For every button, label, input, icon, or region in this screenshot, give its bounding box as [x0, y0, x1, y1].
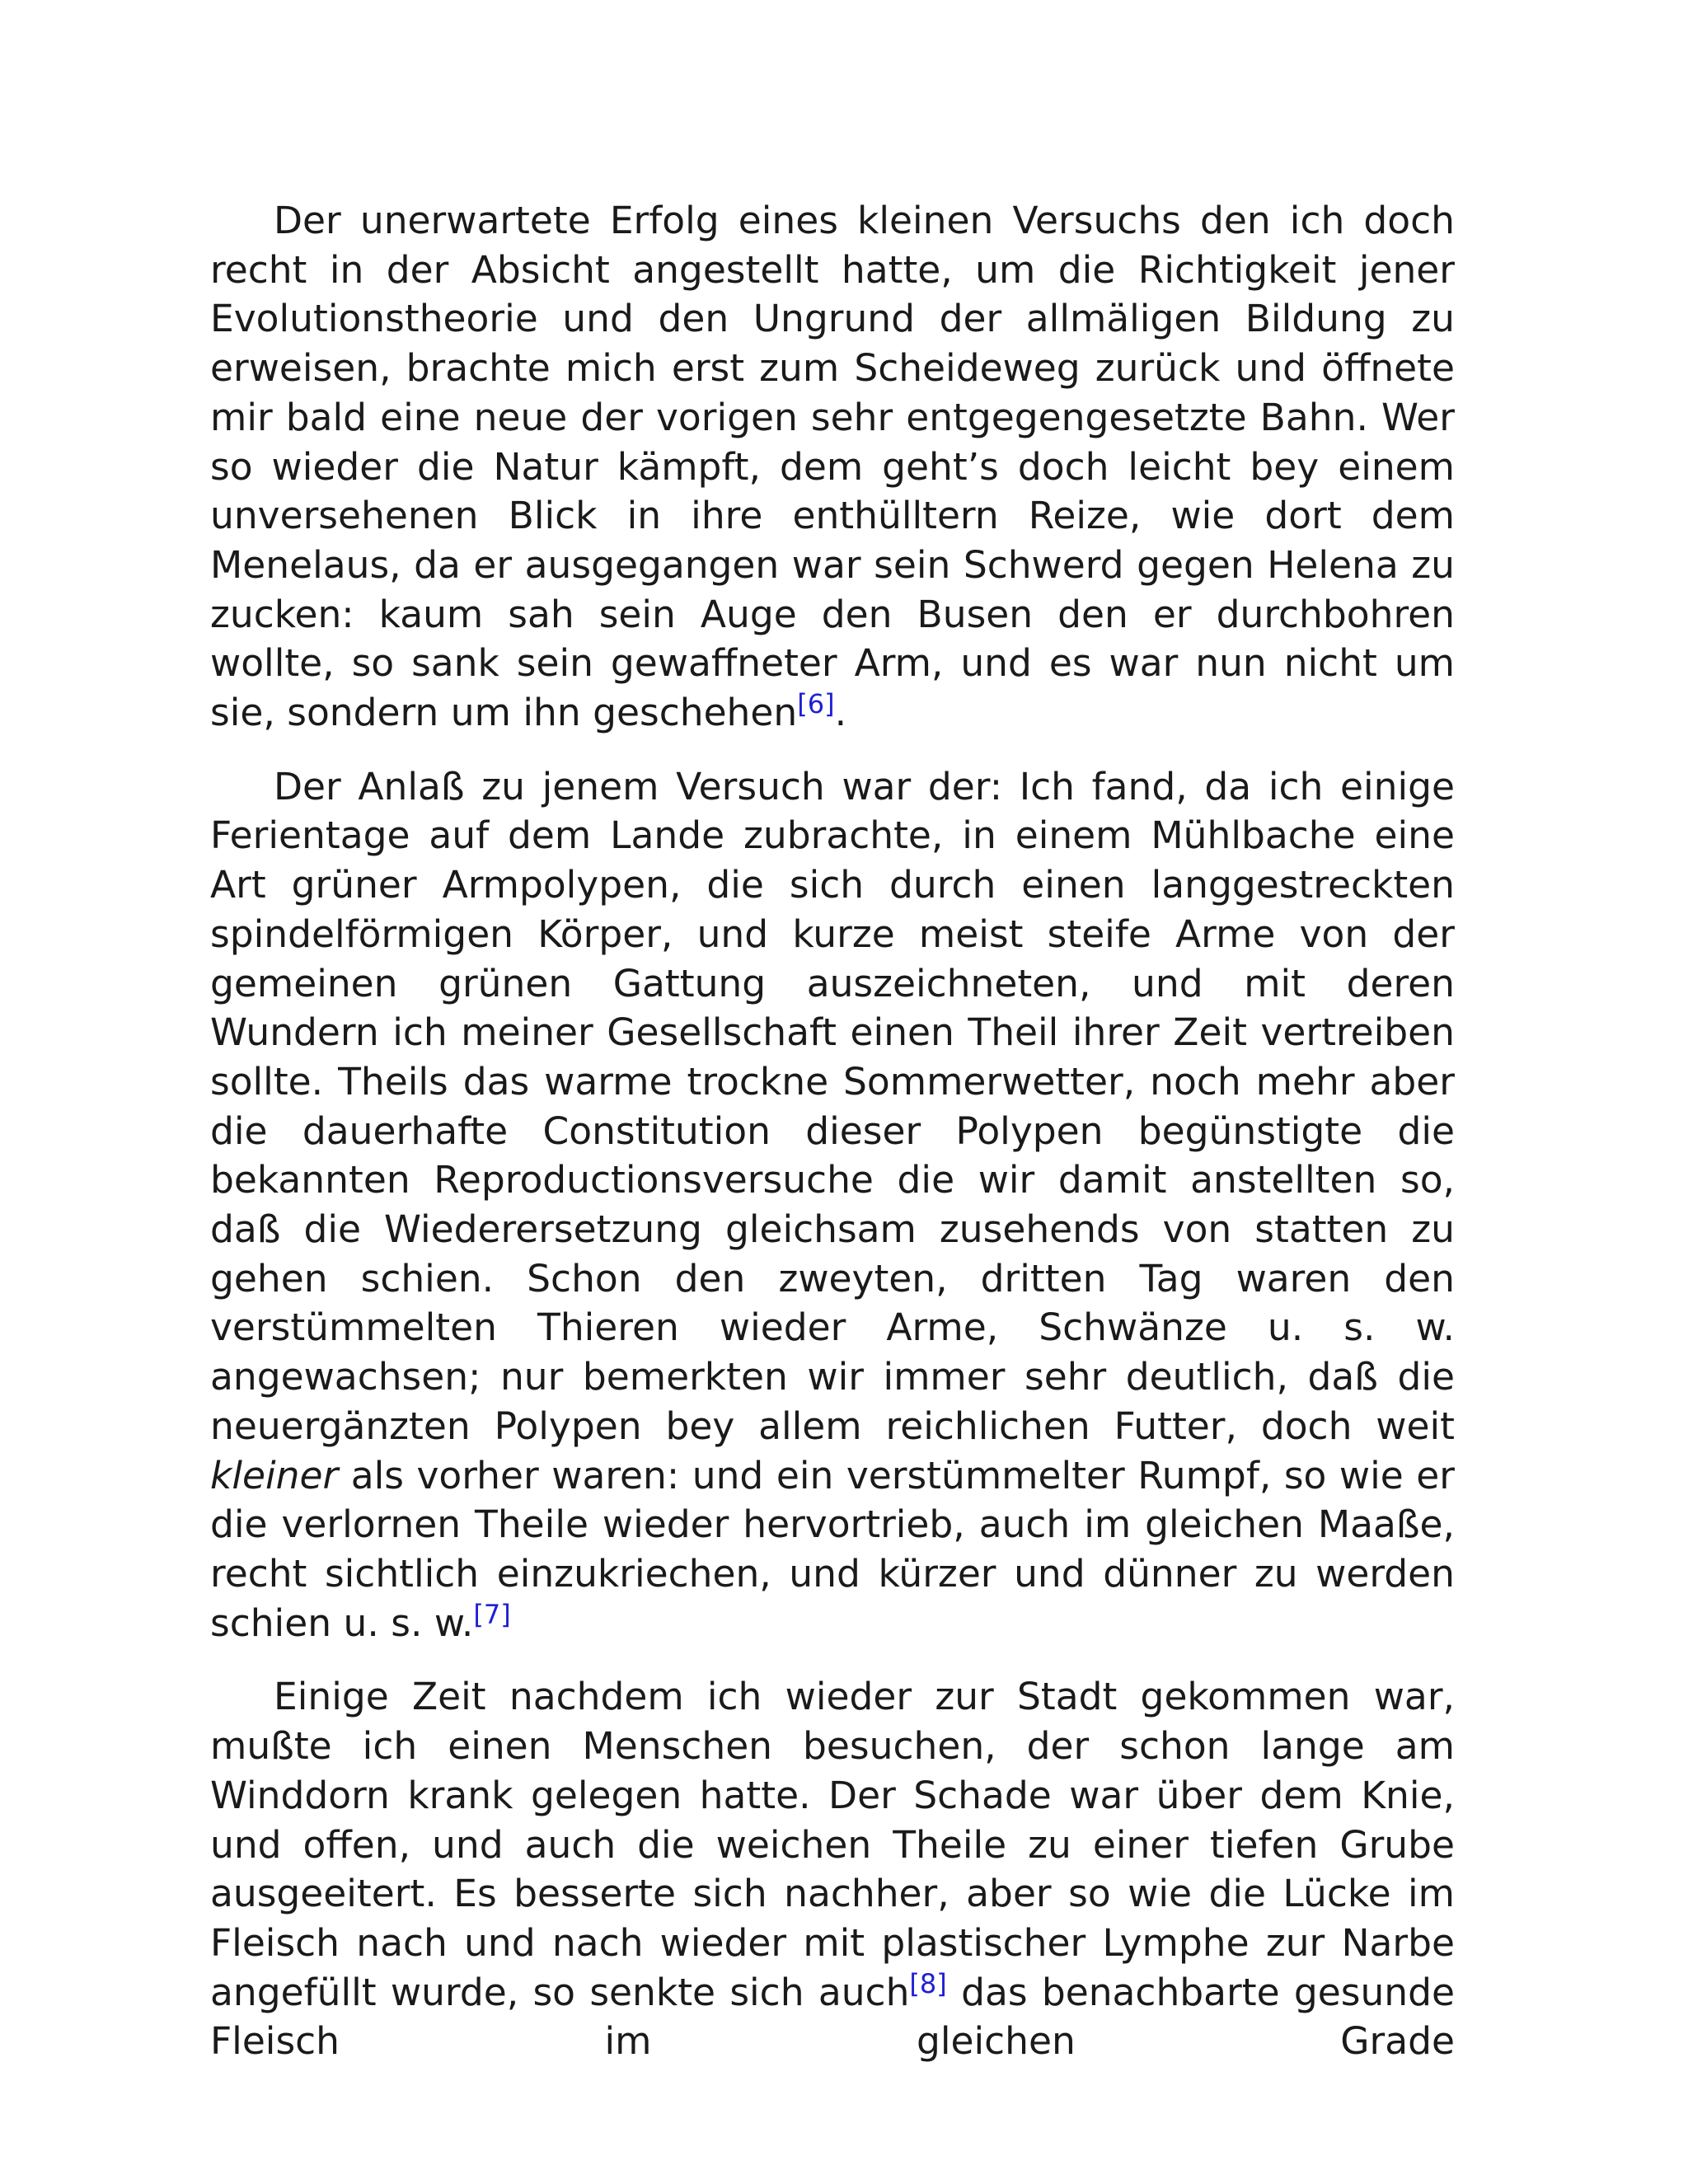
paragraph-2-text: Der Anlaß zu jenem Versuch war der: Ich fand, da ich einige Ferientage auf dem Lande zubrachte, in einem Mühlbache eine Art grüner Armpolypen, die sich durch einen langgestreckten spindelförmigen Körper, und kurze meist steife Arme von der gemeinen grünen Gattung auszeichneten, und mit deren Wundern ich meiner Gesellschaft einen Theil ihrer Zeit vertreiben sollte. Theils das warme trockne Sommerwetter, noch mehr aber die dauerhafte Constitution dieser Polypen begünstigte die bekannten Reproductionsversuche die wir damit anstellten so, daß die Wiederersetzung gleichsam zusehends von statten zu gehen schien. Schon den zweyten, dritten Tag waren den verstümmelten Thieren wieder Arme, Schwänze u. s. w. angewachsen; nur bemerkten wir immer sehr deutlich, daß die neuergänzten Polypen bey allem reichlichen Futter, doch weit: [210, 764, 1455, 1448]
paragraph-3-text-after: das benachbarte gesunde Fleisch im gleichen Grade: [210, 1970, 1456, 2064]
paragraph-1-text: Der unerwartete Erfolg eines kleinen Versuchs den ich doch recht in der Absicht angestellt hatte, um die Richtigkeit jener Evolutionstheorie und den Ungrund der allmäligen Bildung zu erweisen, brachte mich erst zum Scheideweg zurück und öffnete mir bald eine neue der vorigen sehr entgegengesetzte Bahn. Wer so wieder die Natur kämpft, dem geht’s doch leicht bey einem unversehenen Blick in ihre enthülltern Reize, wie dort dem Menelaus, da er ausgegangen war sein Schwerd gegen Helena zu zucken: kaum sah sein Auge den Busen den er durchbohren wollte, so sank sein gewaffneter Arm, und es war nun nicht um sie, sondern um ihn geschehen: [210, 199, 1455, 735]
emphasis-kleiner: kleiner: [210, 1453, 339, 1497]
paragraph-1: [210, 196, 1455, 738]
book-page: [210, 196, 1455, 2091]
footnote-ref-6[interactable]: [6]: [797, 688, 835, 720]
footnote-ref-8[interactable]: [8]: [909, 1967, 947, 1999]
paragraph-1-tail: .: [834, 691, 847, 735]
footnote-ref-7[interactable]: [7]: [473, 1598, 511, 1630]
paragraph-2-text-after: als vorher waren: und ein verstümmelter Rumpf, so wie er die verlornen Theile wieder hervortrieb, auch im gleichen Maaße, recht sichtlich einzukriechen, und kürzer und dünner zu werden schien u. s. w.: [210, 1453, 1456, 1645]
paragraph-2: [210, 762, 1455, 1648]
paragraph-3-text: Einige Zeit nachdem ich wieder zur Stadt gekommen war, mußte ich einen Menschen besuchen, der schon lange am Winddorn krank gelegen hatte. Der Schade war über dem Knie, und offen, und auch die weichen Theile zu einer tiefen Grube ausgeeitert. Es besserte sich nachher, aber so wie die Lücke im Fleisch nach und nach wieder mit plastischer Lymphe zur Narbe angefüllt wurde, so senkte sich auch: [210, 1675, 1455, 2014]
paragraph-3: [210, 1672, 1455, 2066]
